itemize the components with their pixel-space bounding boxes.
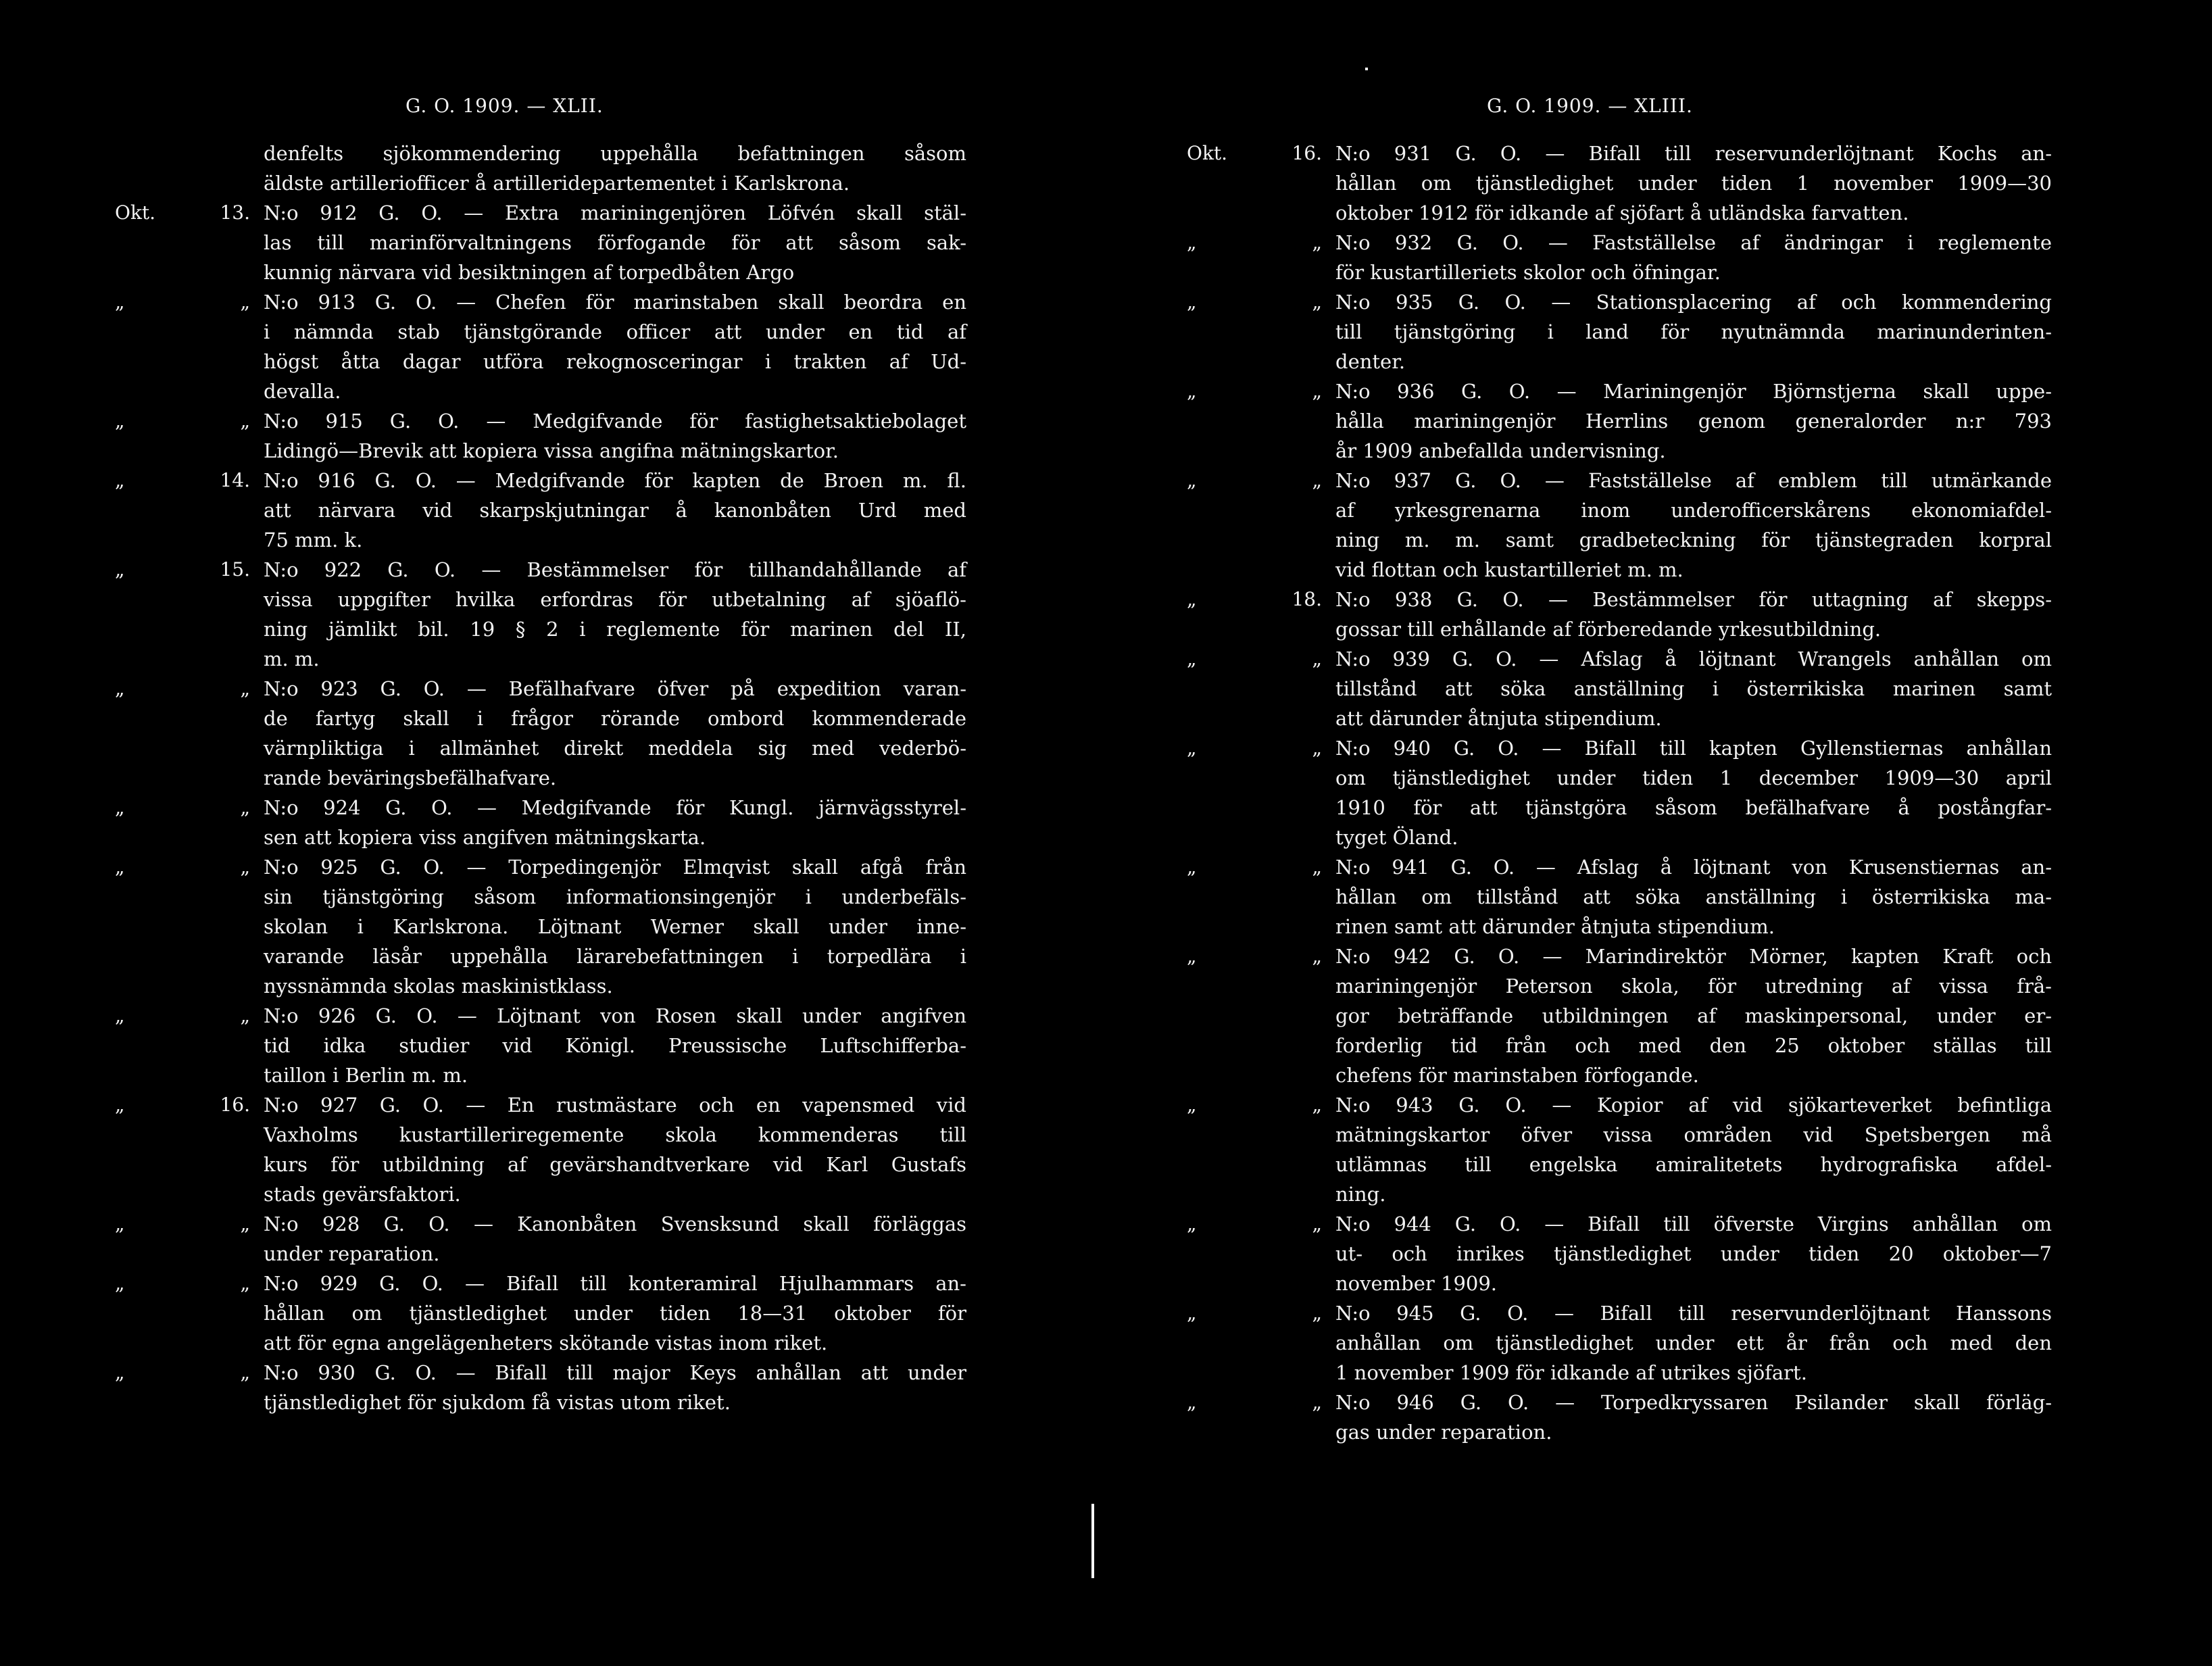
entry-month: „ [115,1272,125,1294]
entry-line: i nämnda stab tjänstgörande officer att under en tid af [264,320,966,343]
entry-line: november 1909. [1335,1272,1498,1295]
entry-month: „ [115,796,125,818]
entry-line: N:o 928 G. O. — Kanonbåten Svensksund skall förläggas [264,1212,966,1235]
entry-line: stads gevärsfaktori. [264,1183,461,1206]
entry-line: las till marinförvaltningens förfogande för att såsom sak- [264,231,966,254]
entry-text [1335,466,2052,585]
entry-line: hållan om tjänstledighet under tiden 1 november 1909—30 [1335,172,2052,195]
entry-text [264,555,966,674]
entry-line: mariningenjör Peterson skola, för utredning af vissa frå- [1335,975,2052,998]
entry [1187,139,2052,228]
entry-text [264,287,966,406]
entry-month: „ [1187,1212,1197,1235]
entry-text [1335,376,2052,466]
entry-month: Okt. [115,201,156,224]
entry-line: N:o 946 G. O. — Torpedkryssaren Psilander skall förläg- [1335,1391,2052,1414]
entry-line: N:o 915 G. O. — Medgifvande för fastighetsaktiebolaget [264,410,966,433]
entry-line: att därunder åtnjuta stipendium. [1335,707,1662,730]
entry-month: „ [1187,469,1197,491]
entry-line: rande beväringsbefälhafvare. [264,766,557,789]
entry-line: N:o 923 G. O. — Befälhafvare öfver på expedition varan- [264,677,966,700]
entry-month: „ [1187,647,1197,670]
entry-line: varande läsår uppehålla lärarebefattningen i torpedlära i [264,945,966,968]
entry [115,1269,966,1358]
entry-line: 75 mm. k. [264,529,363,552]
entry-line: N:o 931 G. O. — Bifall till reservunderlöjtnant Kochs an- [1335,142,2052,165]
entry-line: under reparation. [264,1242,440,1265]
entry-text [264,1269,966,1358]
entry-text [264,852,966,1001]
entry-line: N:o 922 G. O. — Bestämmelser för tillhandahållande af [264,558,966,581]
entry-day: „ [240,796,250,818]
entry-text [1335,287,2052,376]
entry-line: denter. [1335,350,1406,373]
entry-month: „ [115,1094,125,1116]
entry-month: „ [115,291,125,313]
entry-text [1335,139,2052,228]
entry [1187,733,2052,852]
left-entries [115,139,966,1417]
entry-day: „ [240,677,250,700]
entry-line: Vaxholms kustartilleriregemente skola kommenderas till [264,1123,966,1146]
entry [1187,852,2052,941]
entry [1187,585,2052,644]
entry-line: N:o 936 G. O. — Mariningenjör Björnstjerna skall uppe- [1335,380,2052,403]
entry-line: ut- och inrikes tjänstledighet under tiden 20 oktober—7 [1335,1242,2052,1265]
entry-line: af yrkesgrenarna inom underofficerskårens ekonomiafdel- [1335,499,2052,522]
entry-line: hållan om tillstånd att söka anställning i österrikiska ma- [1335,885,2052,908]
entry-line: nyssnämnda skolas maskinistklass. [264,975,613,998]
entry-text [1335,1388,2052,1447]
entry-text [264,406,966,466]
entry-text [264,1090,966,1209]
entry [115,1001,966,1090]
entry-month: „ [1187,1391,1197,1413]
entry-month: „ [1187,380,1197,402]
entry-line: N:o 929 G. O. — Bifall till konteramiral Hjulhammars an- [264,1272,966,1295]
entry-month: Okt. [1187,142,1228,164]
entry [115,466,966,555]
entry-line: för kustartilleriets skolor och öfningar. [1335,261,1721,284]
entry [1187,941,2052,1090]
entry-line: tillstånd att söka anställning i österrikiska marinen samt [1335,677,2052,700]
entry-line: ning. [1335,1183,1386,1206]
entry-day: „ [240,1004,250,1027]
entry-day: „ [1312,1391,1322,1413]
entry-line: N:o 942 G. O. — Marindirektör Mörner, kapten Kraft och [1335,945,2052,968]
entry-text [264,198,966,287]
entry-line: äldste artilleriofficer å artilleridepartementet i Karlskrona. [264,172,850,195]
entry-line: N:o 940 G. O. — Bifall till kapten Gyllenstiernas anhållan [1335,737,2052,760]
entry-line: N:o 927 G. O. — En rustmästare och en vapensmed vid [264,1094,966,1117]
left-page-header: G. O. 1909. — XLII. [405,95,604,117]
entry-line: att för egna angelägenheters skötande vistas inom riket. [264,1331,828,1354]
entry-line: kurs för utbildning af gevärshandtverkare vid Karl Gustafs [264,1153,966,1176]
entry-line: tid idka studier vid Königl. Preussische Luftschifferba- [264,1034,966,1057]
entry [1187,466,2052,585]
entry-line: rinen samt att därunder åtnjuta stipendium. [1335,915,1775,938]
entry-day: „ [1312,1212,1322,1235]
entry-line: ning m. m. samt gradbeteckning för tjänstegraden korpral [1335,529,2052,552]
entry-line: tjänstledighet för sjukdom få vistas utom riket. [264,1391,731,1414]
entry-line: de fartyg skall i frågor rörande ombord kommenderade [264,707,966,730]
entry-line: vissa uppgifter hvilka erfordras för utbetalning af sjöaflö- [264,588,966,611]
entry-month: „ [115,1212,125,1235]
entry-text [264,1209,966,1269]
entry [115,1358,966,1417]
entry-line: N:o 941 G. O. — Afslag å löjtnant von Krusenstiernas an- [1335,856,2052,879]
entry-day: „ [1312,945,1322,967]
entry-day: „ [240,1212,250,1235]
entry-text [1335,1209,2052,1298]
entry-day: „ [240,410,250,432]
entry-text [264,466,966,555]
entry-line: Lidingö—Brevik att kopiera vissa angifna mätningskartor. [264,439,839,462]
entry-day: „ [1312,647,1322,670]
entry-line: skolan i Karlskrona. Löjtnant Werner skall under inne- [264,915,966,938]
entry-day: „ [1312,856,1322,878]
entry-line: m. m. [264,647,320,670]
entry-line: år 1909 anbefallda undervisning. [1335,439,1666,462]
entry [1187,1209,2052,1298]
entry-line: N:o 925 G. O. — Torpedingenjör Elmqvist skall afgå från [264,856,966,879]
entry-line: N:o 945 G. O. — Bifall till reservunderlöjtnant Hanssons [1335,1302,2052,1325]
entry-line: sin tjänstgöring såsom informationsingenjör i underbefäls- [264,885,966,908]
entry-day: 18. [1292,588,1322,610]
entry-text [264,139,966,198]
entry-day: 16. [220,1094,250,1116]
entry-day: „ [1312,1302,1322,1324]
entry-day: „ [240,1361,250,1383]
entry-text [1335,644,2052,733]
entry-line: värnpliktiga i allmänhet direkt meddela sig med vederbö- [264,737,966,760]
entry-line: forderlig tid från och med den 25 oktober ställas till [1335,1034,2052,1057]
entry-line: N:o 935 G. O. — Stationsplacering af och kommendering [1335,291,2052,314]
entry-day: „ [240,291,250,313]
entry-day: „ [1312,291,1322,313]
entry-line: om tjänstledighet under tiden 1 december 1909—30 april [1335,766,2052,789]
entry [115,1209,966,1269]
entry-text [1335,941,2052,1090]
entry-month: „ [1187,1302,1197,1324]
entry-text [1335,1298,2052,1388]
entry-line: devalla. [264,380,341,403]
entry [1187,1298,2052,1388]
entry-text [1335,1090,2052,1209]
entry-line: N:o 944 G. O. — Bifall till öfverste Virgins anhållan om [1335,1212,2052,1235]
entry-day: „ [240,856,250,878]
right-page-header: G. O. 1909. — XLIII. [1487,95,1693,117]
entry-line: till tjänstgöring i land för nyutnämnda marinunderinten- [1335,320,2052,343]
entry-day: „ [1312,737,1322,759]
entry-text [1335,733,2052,852]
entry-line: gor beträffande utbildningen af maskinpersonal, under er- [1335,1004,2052,1027]
entry-line: anhållan om tjänstledighet under ett år från och med den [1335,1331,2052,1354]
right-page [1106,0,2212,1666]
entry-month: „ [115,558,125,581]
entry-line: mätningskartor öfver vissa områden vid Spetsbergen må [1335,1123,2052,1146]
entry-line: att närvara vid skarpskjutningar å kanonbåten Urd med [264,499,966,522]
entry-day: 15. [220,558,250,581]
right-entries [1187,139,2052,1447]
entry-text [1335,852,2052,941]
entry-month: „ [1187,737,1197,759]
entry-line: N:o 926 G. O. — Löjtnant von Rosen skall under angifven [264,1004,966,1027]
entry-line: oktober 1912 för idkande af sjöfart å utländska farvatten. [1335,201,1909,224]
entry [115,793,966,852]
entry-line: N:o 937 G. O. — Fastställelse af emblem till utmärkande [1335,469,2052,492]
entry-line: N:o 913 G. O. — Chefen för marinstaben skall beordra en [264,291,966,314]
entry-text [1335,228,2052,287]
entry [1187,228,2052,287]
entry [1187,1388,2052,1447]
entry-day: „ [240,1272,250,1294]
entry-line: ning jämlikt bil. 19 § 2 i reglemente för marinen del II, [264,618,966,641]
entry-day: 13. [220,201,250,224]
entry-line: hållan om tjänstledighet under tiden 18—31 oktober för [264,1302,966,1325]
entry-line: N:o 943 G. O. — Kopior af vid sjökarteverket befintliga [1335,1094,2052,1117]
entry [115,287,966,406]
entry [115,198,966,287]
entry-line: N:o 912 G. O. — Extra mariningenjören Löfvén skall stäl- [264,201,966,224]
scan-mark-dot [1365,68,1368,70]
entry [115,406,966,466]
entry-line: taillon i Berlin m. m. [264,1064,468,1087]
entry-line: N:o 924 G. O. — Medgifvande för Kungl. järnvägsstyrel- [264,796,966,819]
entry-line: N:o 916 G. O. — Medgifvande för kapten de Broen m. fl. [264,469,966,492]
entry-text [264,793,966,852]
entry-month: „ [1187,945,1197,967]
entry-line: N:o 932 G. O. — Fastställelse af ändringar i reglemente [1335,231,2052,254]
entry-day: „ [1312,1094,1322,1116]
entry [115,852,966,1001]
entry [1187,376,2052,466]
entry [115,139,966,198]
entry-text [264,674,966,793]
entry-line: 1910 för att tjänstgöra såsom befälhafvare å postångfar- [1335,796,2052,819]
entry-text [1335,585,2052,644]
entry [115,555,966,674]
entry-month: „ [115,677,125,700]
entry-line: vid flottan och kustartilleriet m. m. [1335,558,1683,581]
entry-line: 1 november 1909 för idkande af utrikes sjöfart. [1335,1361,1807,1384]
entry-month: „ [115,1004,125,1027]
entry-day: „ [1312,380,1322,402]
entry-month: „ [115,410,125,432]
entry-text [264,1001,966,1090]
scan-mark-vertical [1091,1504,1094,1578]
entry [1187,644,2052,733]
entry-month: „ [1187,231,1197,253]
entry [1187,1090,2052,1209]
entry-month: „ [1187,856,1197,878]
entry-month: „ [115,1361,125,1383]
entry-line: N:o 938 G. O. — Bestämmelser för uttagning af skepps- [1335,588,2052,611]
entry-line: gas under reparation. [1335,1421,1552,1444]
entry-day: 14. [220,469,250,491]
entry-month: „ [1187,291,1197,313]
entry-line: denfelts sjökommendering uppehålla befattningen såsom [264,142,966,165]
entry-line: N:o 939 G. O. — Afslag å löjtnant Wrangels anhållan om [1335,647,2052,670]
entry-line: kunnig närvara vid besiktningen af torpedbåten Argo [264,261,795,284]
entry-line: hålla mariningenjör Herrlins genom generalorder n:r 793 [1335,410,2052,433]
entry-month: „ [1187,588,1197,610]
entry-line: gossar till erhållande af förberedande yrkesutbildning. [1335,618,1882,641]
entry-month: „ [115,856,125,878]
entry [1187,287,2052,376]
entry [115,1090,966,1209]
entry-line: utlämnas till engelska amiralitetets hydrografiska afdel- [1335,1153,2052,1176]
entry-line: N:o 930 G. O. — Bifall till major Keys anhållan att under [264,1361,966,1384]
entry-line: chefens för marinstaben förfogande. [1335,1064,1699,1087]
entry-line: sen att kopiera viss angifven mätningskarta. [264,826,706,849]
entry-line: tyget Öland. [1335,826,1458,849]
entry-day: „ [1312,469,1322,491]
entry-month: „ [1187,1094,1197,1116]
entry-text [264,1358,966,1417]
entry-line: högst åtta dagar utföra rekognosceringar i trakten af Ud- [264,350,966,373]
entry-day: 16. [1292,142,1322,164]
entry-month: „ [115,469,125,491]
entry [115,674,966,793]
entry-day: „ [1312,231,1322,253]
